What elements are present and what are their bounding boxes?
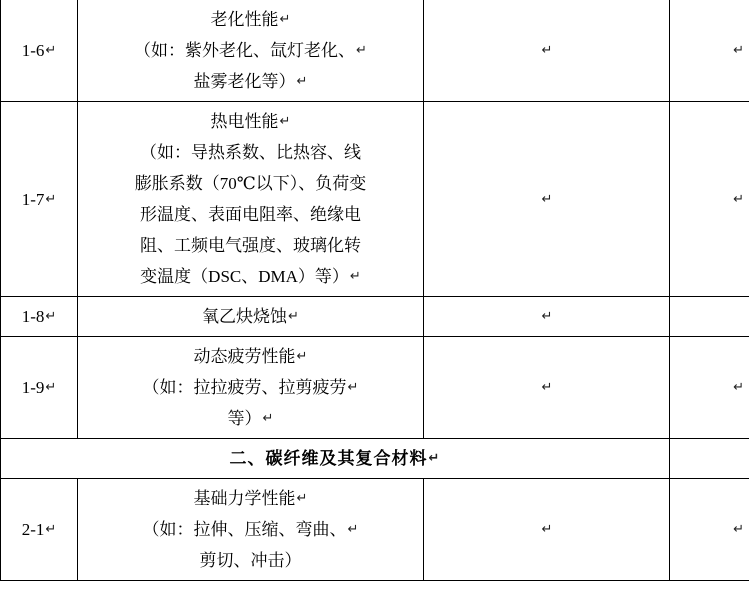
pilcrow-icon: ↵: [347, 380, 359, 395]
table-row: [1, 297, 749, 337]
pilcrow-icon: ↵: [733, 380, 744, 395]
row-code: 1-9: [21, 378, 45, 397]
row-code: 1-7: [21, 189, 45, 209]
pilcrow-icon: ↵: [541, 43, 553, 58]
pilcrow-icon: ↵: [296, 491, 308, 506]
row-outside-mark-cell: [670, 337, 749, 439]
pilcrow-icon: ↵: [541, 522, 553, 537]
row-code-cell: [1, 0, 78, 102]
row-name-line: 剪切、冲击）: [199, 551, 302, 570]
table-row: [1, 0, 749, 102]
row-code-cell: [1, 337, 78, 439]
row-name-cell: [78, 0, 424, 102]
row-name-cell: [78, 479, 424, 581]
row-remark-cell: [424, 297, 670, 337]
row-name-line: 膨胀系数（70℃以下）、负荷变: [134, 174, 367, 193]
row-name-line: 基础力学性能↵: [193, 489, 308, 508]
table-row: [1, 337, 749, 439]
row-remark-cell: [424, 479, 670, 581]
row-name-line: （如：拉伸、压缩、弯曲、↵: [142, 520, 359, 539]
pilcrow-icon: ↵: [279, 114, 291, 129]
pilcrow-icon: ↵: [733, 43, 744, 58]
row-code-cell: [1, 297, 78, 337]
row-name-line: 动态疲劳性能↵: [193, 347, 308, 366]
pilcrow-icon: ↵: [45, 43, 57, 58]
row-outside-mark-cell: [670, 0, 749, 102]
pilcrow-icon: ↵: [541, 380, 553, 395]
pilcrow-icon: ↵: [541, 309, 553, 324]
table-row: [1, 479, 749, 581]
row-outside-mark-cell: [670, 479, 749, 581]
table-row: [1, 102, 749, 297]
row-remark-cell: [424, 337, 670, 439]
row-outside-mark-cell: [670, 439, 749, 479]
row-code-cell: [1, 479, 78, 581]
pilcrow-icon: ↵: [288, 309, 299, 324]
pilcrow-icon: ↵: [347, 522, 359, 537]
row-code-cell: [1, 102, 78, 297]
row-remark-cell: [424, 102, 670, 297]
row-name-line: 氧乙炔烧蚀↵: [202, 307, 299, 326]
row-name-cell: [78, 102, 424, 297]
pilcrow-icon: ↵: [262, 411, 274, 426]
section-heading-row: [1, 439, 749, 479]
row-name-line: （如：紫外老化、氙灯老化、↵: [134, 41, 367, 60]
pilcrow-icon: ↵: [296, 74, 308, 89]
row-name-cell: [78, 297, 424, 337]
row-code: 2-1: [21, 520, 45, 539]
row-outside-mark-cell: [670, 297, 749, 337]
row-remark-cell: [424, 0, 670, 102]
row-name-line: （如：导热系数、比热容、线: [140, 143, 361, 162]
pilcrow-icon: ↵: [45, 380, 57, 395]
row-name-line: 变温度（DSC、DMA）等）↵: [140, 267, 361, 286]
pilcrow-icon: ↵: [428, 451, 441, 466]
pilcrow-icon: ↵: [733, 191, 744, 207]
row-code: 1-8: [21, 307, 45, 326]
row-name-line: 老化性能↵: [210, 10, 291, 29]
row-name-line: 阻、工频电气强度、玻璃化转: [140, 236, 361, 255]
row-name-line: 热电性能↵: [210, 112, 291, 131]
pilcrow-icon: ↵: [45, 191, 57, 207]
pilcrow-icon: ↵: [45, 309, 57, 324]
row-outside-mark-cell: [670, 102, 749, 297]
pilcrow-icon: ↵: [733, 522, 744, 537]
pilcrow-icon: ↵: [356, 43, 367, 58]
row-code: 1-6: [21, 41, 45, 60]
pilcrow-icon: ↵: [45, 522, 57, 537]
row-name-line: 等）↵: [227, 409, 274, 428]
section-title-cell: [1, 439, 670, 479]
pilcrow-icon: ↵: [279, 12, 291, 27]
row-name-cell: [78, 337, 424, 439]
pilcrow-icon: ↵: [541, 191, 553, 207]
pilcrow-icon: ↵: [349, 269, 361, 284]
section-title: 二、碳纤维及其复合材料: [229, 449, 428, 468]
pilcrow-icon: ↵: [296, 349, 308, 364]
row-name-line: （如：拉拉疲劳、拉剪疲劳↵: [142, 378, 359, 397]
row-name-line: 盐雾老化等）↵: [193, 72, 308, 91]
row-name-line: 形温度、表面电阻率、绝缘电: [140, 205, 361, 224]
